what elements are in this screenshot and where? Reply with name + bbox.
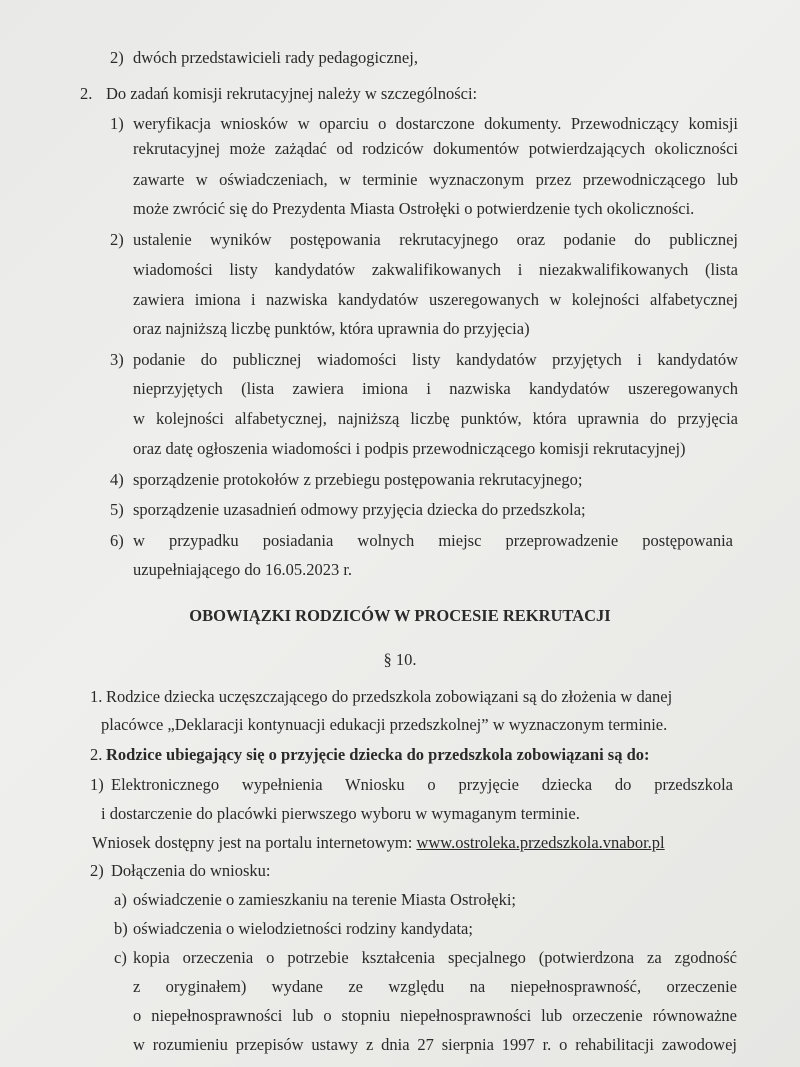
point-line-bold: Rodzice ubiegający się o przyjęcie dziecka do przedszkola zobowiązani są do: xyxy=(106,745,650,764)
portal-line xyxy=(92,833,665,853)
list-item-line: w przypadku posiadania wolnych miejsc przeprowadzenie postępowania xyxy=(133,531,733,550)
sub-line: oświadczenia o wielodzietności rodziny kandydata; xyxy=(133,919,473,938)
point-line: placówce „Deklaracji kontynuacji edukacji przedszkolnej” w wyznaczonym terminie. xyxy=(101,715,668,734)
list-number: 4) xyxy=(110,470,124,489)
list-item-line: podanie do publicznej wiadomości listy kandydatów przyjętych i kandydatów xyxy=(133,350,738,369)
sub-line: w rozumieniu przepisów ustawy z dnia 27 sierpnia 1997 r. o rehabilitacji zawodowej xyxy=(133,1035,737,1054)
list-item-line: oraz datę ogłoszenia wiadomości i podpis przewodniczącego komisji rekrutacyjnej) xyxy=(133,439,686,458)
sub-line: o niepełnosprawności lub o stopniu niepełnosprawności lub orzeczenie równoważne xyxy=(133,1006,737,1025)
list-item-line: sporządzenie protokołów z przebiegu postępowania rekrutacyjnego; xyxy=(133,470,583,489)
list-number: 3) xyxy=(110,350,124,369)
list-number: 2) xyxy=(110,230,124,249)
list-item-line: oraz najniższą liczbę punktów, która uprawnia do przyjęcia) xyxy=(133,319,530,338)
list-item-line: weryfikacja wniosków w oparciu o dostarczone dokumenty. Przewodniczący komisji xyxy=(133,114,738,133)
point-line: i dostarczenie do placówki pierwszego wyboru w wymaganym terminie. xyxy=(101,804,580,823)
point-number: 1) xyxy=(90,775,104,794)
sub-line: oświadczenie o zamieszkaniu na terenie Miasta Ostrołęki; xyxy=(133,890,517,909)
section-heading: OBOWIĄZKI RODZICÓW W PROCESIE REKRUTACJI xyxy=(189,606,611,625)
point-line: Rodzice dziecka uczęszczającego do przedszkola zobowiązani są do złożenia w danej xyxy=(106,687,673,706)
list-item-line: sporządzenie uzasadnień odmowy przyjęcia dziecka do przedszkola; xyxy=(133,500,586,519)
list-item-line: ustalenie wyników postępowania rekrutacyjnego oraz podanie do publicznej xyxy=(133,230,738,249)
list-item-line: zawiera imiona i nazwiska kandydatów uszeregowanych w kolejności alfabetycznej xyxy=(133,290,738,309)
sub-letter: c) xyxy=(114,948,127,967)
list-item-line: zawarte w oświadczeniach, w terminie wyznaczonym przez przewodniczącego lub xyxy=(133,170,738,189)
list-number: 1) xyxy=(110,114,124,133)
sub-line: z oryginałem) wydane ze względu na niepełnosprawność, orzeczenie xyxy=(133,977,737,996)
sub-line: kopia orzeczenia o potrzebie kształcenia specjalnego (potwierdzona za zgodność xyxy=(133,948,737,967)
point-line: Dołączenia do wniosku: xyxy=(111,861,271,880)
portal-text: Wniosek dostępny jest na portalu internetowym: xyxy=(92,833,417,852)
point-number: 1. xyxy=(90,687,103,706)
list-item-line: uzupełniającego do 16.05.2023 r. xyxy=(133,560,353,579)
list-number: 5) xyxy=(110,500,124,519)
list-item-line: w kolejności alfabetycznej, najniższą liczbę punktów, która uprawnia do przyjęcia xyxy=(133,409,738,428)
point-number: 2) xyxy=(90,861,104,880)
list-item-line: może zwrócić się do Prezydenta Miasta Ostrołęki o potwierdzenie tych okoliczności. xyxy=(133,199,695,218)
sub-letter: b) xyxy=(114,919,128,938)
section-text: Do zadań komisji rekrutacyjnej należy w szczególności: xyxy=(106,84,478,103)
point-line: Elektronicznego wypełnienia Wniosku o przyjęcie dziecka do przedszkola xyxy=(111,775,733,794)
list-number: 2) xyxy=(110,48,124,67)
portal-link[interactable]: www.ostroleka.przedszkola.vnabor.pl xyxy=(416,833,665,852)
list-item-line: rekrutacyjnej może zażądać od rodziców dokumentów potwierdzających okoliczności xyxy=(133,139,738,158)
list-item-text: dwóch przedstawicieli rady pedagogicznej, xyxy=(133,48,418,67)
section-number: 2. xyxy=(80,84,93,103)
sub-letter: a) xyxy=(114,890,127,909)
point-number: 2. xyxy=(90,745,103,764)
list-item-line: wiadomości listy kandydatów zakwalifikowanych i niezakwalifikowanych (lista xyxy=(133,260,738,279)
paragraph-mark: § 10. xyxy=(383,650,417,669)
list-number: 6) xyxy=(110,531,124,550)
list-item-line: nieprzyjętych (lista zawiera imiona i nazwiska kandydatów uszeregowanych xyxy=(133,379,738,398)
